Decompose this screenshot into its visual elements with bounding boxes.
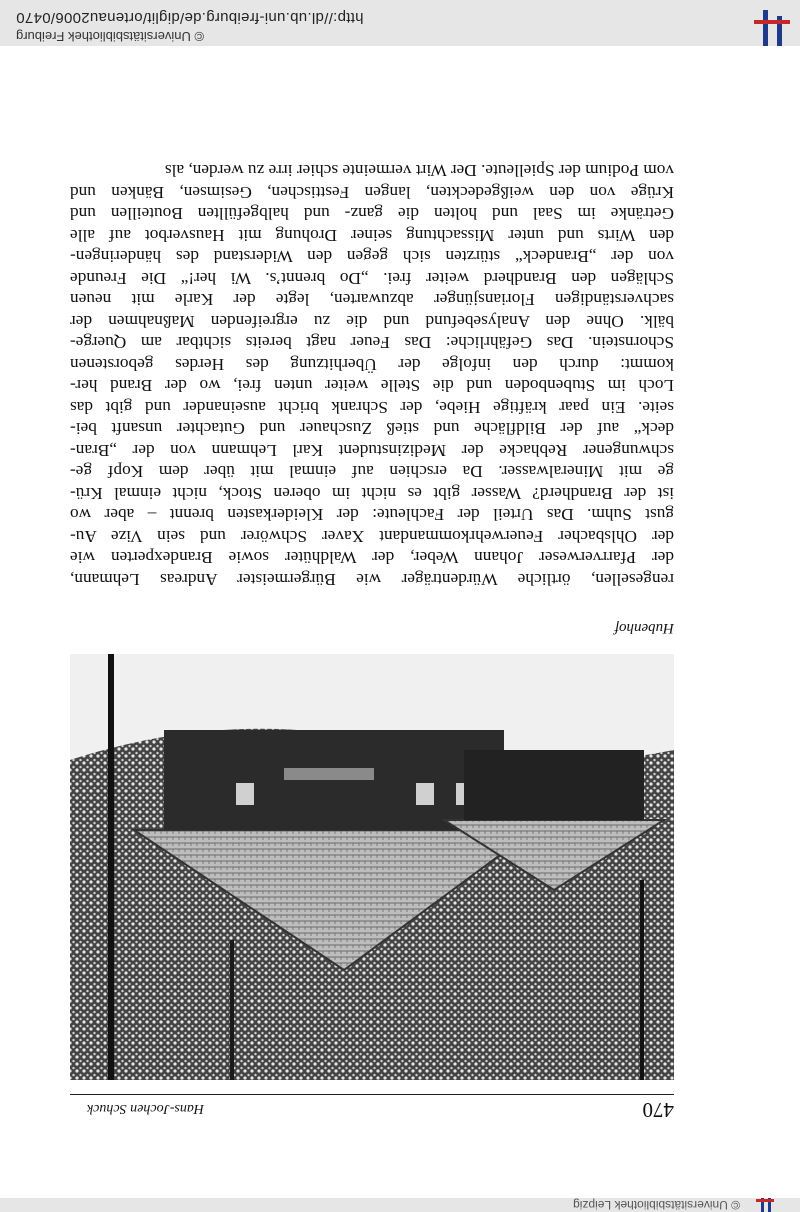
header-rule	[70, 1094, 674, 1095]
body-text-line: vom Podium der Spielleute. Der Wirt vermeinte schier irre zu werden, als	[164, 161, 674, 181]
body-text-line: Krüge von den weißgedeckten, langen Festtischen, Gesimsen, Bänken und	[70, 183, 674, 202]
body-text-line: rengesellen, örtliche Würdenträger wie Bürgermeister Andreas Lehmann,	[70, 570, 674, 589]
body-text-line: von der „Brandeck“ stürzten sich gegen den Widerstand des händeringen-	[70, 247, 674, 267]
body-text-line: Schornstein. Das Gefährliche: Das Feuer nagt bereits sichtbar am Querge-	[70, 333, 674, 353]
body-text-line: gust Suhm. Das Urteil der Fachleute: der Kleiderkasten brennt – aber wo	[70, 505, 674, 525]
body-text-line: der Pfarrverweser Johann Weber, der Waldhüter sowie Brandexperten wie	[70, 548, 674, 568]
body-text-line: deck“ auf der Bildfläche und stieß Zuschauer und Gutachter unsanft bei-	[70, 419, 674, 439]
body-text-line: sachverständigen Floriansjünger abzuwarten, legte der Karle mit neuen	[70, 290, 674, 310]
source-url-link[interactable]: http://dl.ub.uni-freiburg.de/diglit/ortenau2006/0470	[16, 9, 364, 26]
footer-copyright: © Universitätsbibliothek Freiburg	[16, 29, 205, 44]
body-text-line: Schlägen den Brandherd weiter frei. „Do brennt’s. Wi her!“ Die Freunde	[70, 269, 674, 288]
library-logo-icon	[752, 0, 792, 46]
library-logo-icon	[754, 1198, 774, 1212]
page-number: 470	[642, 1098, 674, 1122]
body-text-line: ist der Brandherd? Wasser gibt es nicht im oberen Stock, nicht einmal Krü-	[70, 484, 674, 503]
header-copyright: © Universitätsbibliothek Leipzig	[573, 1198, 740, 1212]
body-text-line: kommt: durch den infolge der Überhitzung des Herdes geborstenen	[70, 355, 674, 374]
body-text-line: Loch im Stubenboden und die Stelle weiter unten frei, wo der Brand her-	[70, 376, 674, 396]
library-header-bar	[0, 1198, 800, 1212]
snowy-farmhouse-image	[70, 654, 674, 1080]
body-text	[70, 160, 674, 590]
body-text-line: bälk. Ohne den Analysebefund und die zu ergreifenden Maßnahmen der	[70, 312, 674, 331]
running-head-author: Hans-Jochen Schuck	[86, 1101, 204, 1116]
body-text-line: den Wirts und unter Missachtung seiner Drohung mit Hausverbot auf alle	[70, 226, 674, 245]
body-text-line: ge mit Mineralwasser. Da erschien auf einmal mit über dem Kopf ge-	[70, 462, 674, 482]
body-text-line: seite. Ein paar kräftige Hiebe, der Schrank bricht auseinander und gibt das	[70, 398, 674, 417]
farmhouse-photo	[70, 654, 674, 1080]
body-text-line: der Ohlsbacher Feuerwehrkommandant Xaver Schwörer und sein Vize Au-	[70, 527, 674, 546]
library-footer-bar	[0, 0, 800, 46]
body-text-line: schwungener Rebhacke der Medizinstudent Karl Lehmann von der „Bran-	[70, 441, 674, 460]
photo-caption: Hubenhof	[614, 620, 674, 636]
body-text-line: Getränke im Saal und holten die ganz- und halbgefüllten Bouteillen und	[70, 204, 674, 224]
